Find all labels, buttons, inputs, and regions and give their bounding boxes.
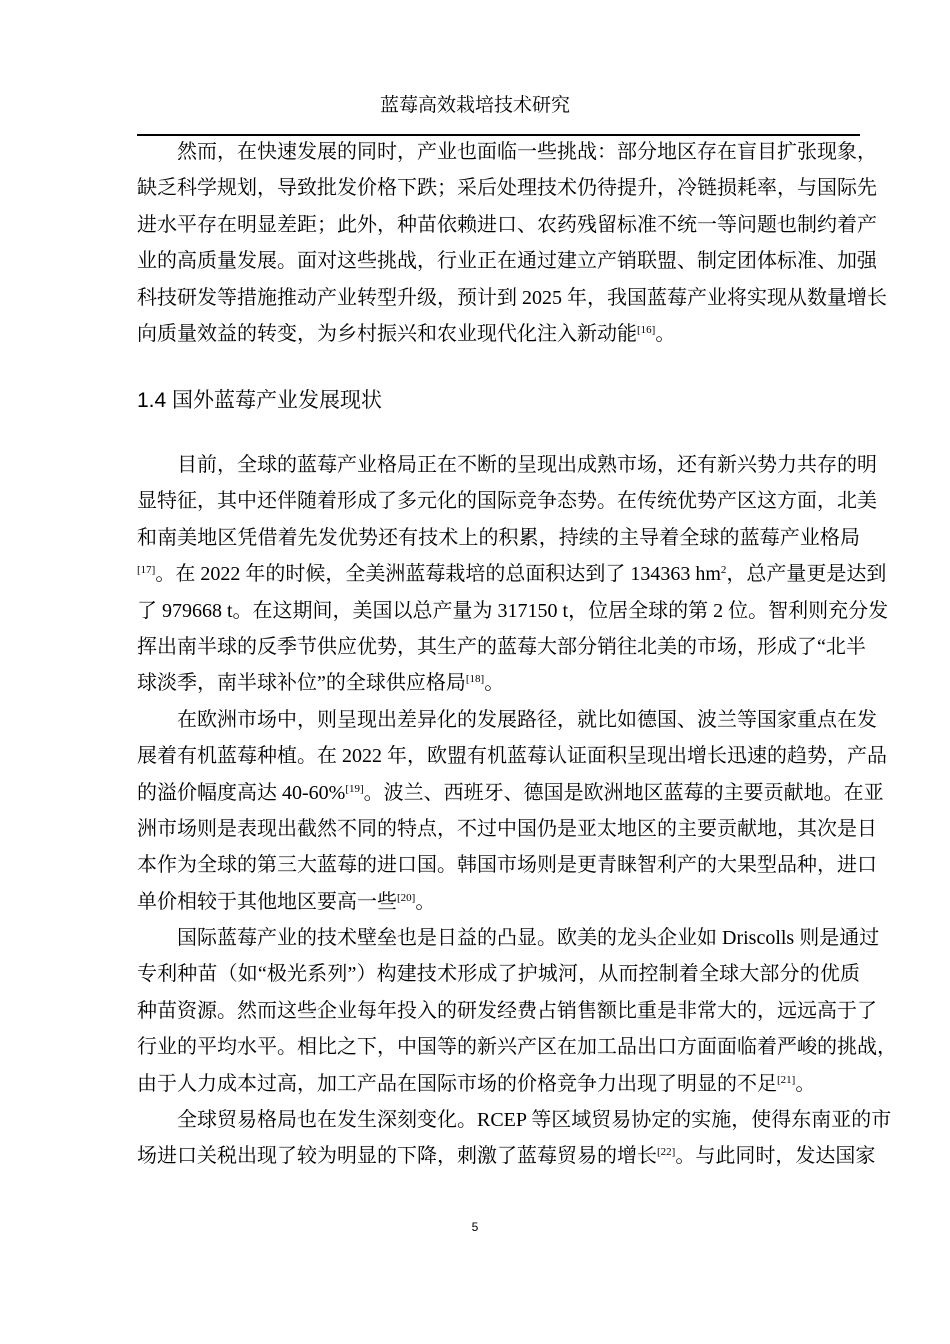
text-segment: 种苗资源。然而这些企业每年投入的研发经费占销售额比重是非常大的，远远高于了 (137, 999, 877, 1022)
text-segment: 。在 2022 年的时候，全美洲蓝莓栽培的总面积达到了 134363 hm (155, 563, 721, 586)
paragraph (137, 1102, 892, 1175)
section-heading: 1.4 国外蓝莓产业发展现状 (137, 389, 383, 412)
text-segment: 单价相较于其他地区要高一些 (137, 890, 397, 913)
text-segment: 行业的平均水平。相比之下，中国等的新兴产区在加工品出口方面面临着严峻的挑战， (137, 1036, 897, 1059)
text-segment: 。 (655, 322, 676, 345)
text-line (137, 993, 877, 1029)
text-line (137, 593, 889, 629)
text-line (137, 483, 877, 519)
citation-superscript: [16] (637, 323, 656, 336)
text-segment: 然而，在快速发展的同时，产业也面临一些挑战：部分地区存在盲目扩张现象， (177, 141, 877, 163)
text-line (137, 665, 860, 701)
text-line (137, 447, 877, 483)
text-line (137, 170, 877, 206)
text-line (137, 1102, 892, 1138)
text-segment: 。 (415, 890, 436, 913)
text-segment: 国际蓝莓产业的技术壁垒也是日益的凸显。欧美的龙头企业如 Driscolls 则是通过 (177, 927, 880, 950)
paragraph (137, 920, 897, 1102)
text-line (137, 775, 884, 811)
text-line (137, 520, 860, 556)
text-segment: 展着有机蓝莓种植。在 2022 年，欧盟有机蓝莓认证面积呈现出增长迅速的趋势，产品 (137, 745, 887, 768)
text-line (137, 280, 887, 316)
text-segment: 。波兰、西班牙、德国是欧洲地区蓝莓的主要贡献地。在亚 (363, 781, 884, 804)
body-text-block-2 (137, 447, 897, 1175)
citation-superscript: [20] (397, 891, 416, 904)
text-segment: 全球贸易格局也在发生深刻变化。RCEP 等区域贸易协定的实施，使得东南亚的市 (177, 1109, 892, 1132)
text-segment: 球淡季，南半球补位”的全球供应格局 (137, 672, 466, 695)
text-segment: 场进口关税出现了较为明显的下降，刺激了蓝莓贸易的增长 (137, 1145, 657, 1168)
text-segment: 进水平存在明显差距；此外，种苗依赖进口、农药残留标准不统一等问题也制约着产 (137, 213, 877, 236)
text-segment: 挥出南半球的反季节供应优势，其生产的蓝莓大部分销往北美的市场，形成了“北半 (137, 635, 866, 658)
citation-superscript: [17] (137, 564, 156, 577)
text-line (137, 629, 866, 665)
text-segment: 显特征，其中还伴随着形成了多元化的国际竞争态势。在传统优势产区这方面，北美 (137, 490, 877, 513)
text-line (137, 134, 877, 170)
paragraph (137, 134, 887, 352)
text-line (137, 1029, 897, 1065)
text-line (137, 811, 877, 847)
text-segment: 专利种苗（如“极光系列”）构建技术形成了护城河，从而控制着全球大部分的优质 (137, 963, 860, 986)
text-segment: ，总产量更是达到 (726, 563, 887, 586)
text-segment: 。与此同时，发达国家 (675, 1145, 876, 1168)
text-segment: 了 979668 t。在这期间，美国以总产量为 317150 t，位居全球的第 2 位。智利则充分发 (137, 599, 889, 622)
text-line (137, 556, 887, 592)
text-line (137, 884, 860, 920)
text-line (137, 920, 880, 956)
paragraph (137, 702, 887, 920)
text-segment: 洲市场则是表现出截然不同的特点，不过中国仍是亚太地区的主要贡献地，其次是日 (137, 817, 877, 840)
body-text-block-1 (137, 134, 887, 352)
text-segment: 目前，全球的蓝莓产业格局正在不断的呈现出成熟市场，还有新兴势力共存的明 (177, 454, 877, 476)
text-segment: 科技研发等措施推动产业转型升级，预计到 2025 年，我国蓝莓产业将实现从数量增长 (137, 286, 887, 309)
text-line (137, 702, 877, 738)
text-line (137, 738, 887, 774)
text-segment: 的溢价幅度高达 40-60% (137, 781, 346, 804)
text-line (137, 243, 877, 279)
text-line (137, 1066, 860, 1102)
text-line (137, 207, 877, 243)
text-segment: 由于人力成本过高，加工产品在国际市场的价格竞争力出现了明显的不足 (137, 1072, 777, 1095)
citation-superscript: [21] (777, 1073, 796, 1086)
paragraph (137, 447, 889, 702)
text-segment: 在欧洲市场中，则呈现出差异化的发展路径，就比如德国、波兰等国家重点在发 (177, 708, 877, 731)
text-segment: 。 (484, 672, 505, 695)
text-segment: 向质量效益的转变，为乡村振兴和农业现代化注入新动能 (137, 322, 637, 345)
page-number: 5 (471, 1220, 479, 1234)
text-segment: 缺乏科学规划，导致批发价格下跌；采后处理技术仍待提升，冷链损耗率，与国际先 (137, 177, 877, 200)
citation-superscript: [18] (465, 673, 485, 686)
text-segment: 本作为全球的第三大蓝莓的进口国。韩国市场则是更青睐智利产的大果型品种，进口 (137, 854, 877, 877)
text-line (137, 956, 860, 992)
text-segment: 和南美地区凭借着先发优势还有技术上的积累，持续的主导着全球的蓝莓产业格局 (137, 526, 860, 549)
citation-superscript: 2 (720, 564, 727, 577)
citation-superscript: [19] (345, 782, 364, 795)
running-header-title: 蓝莓高效栽培技术研究 (379, 95, 570, 116)
text-line (137, 1138, 876, 1174)
text-segment: 。 (795, 1072, 816, 1095)
text-line (137, 847, 877, 883)
text-line (137, 316, 860, 352)
citation-superscript: [22] (657, 1146, 676, 1159)
text-segment: 业的高质量发展。面对这些挑战，行业正在通过建立产销联盟、制定团体标准、加强 (137, 250, 877, 273)
